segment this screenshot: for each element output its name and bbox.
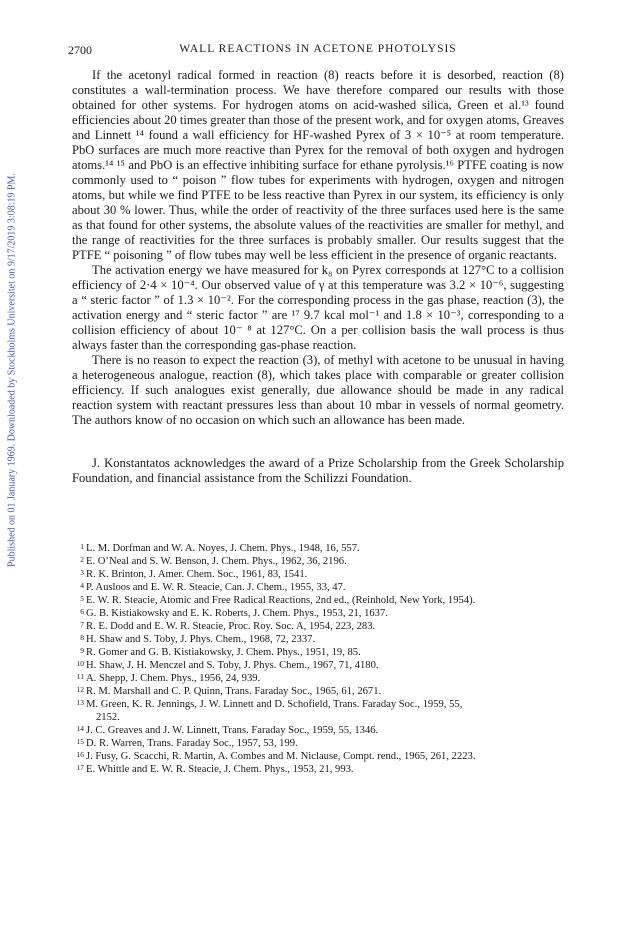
reference-item xyxy=(72,763,564,776)
reference-number: 12 xyxy=(76,685,84,694)
reference-text: H. Shaw and S. Toby, J. Phys. Chem., 1968, 72, 2337. xyxy=(86,634,316,645)
page-header xyxy=(68,43,568,59)
reference-number: 13 xyxy=(76,698,84,707)
reference-number: 2 xyxy=(80,555,84,564)
reference-number: 9 xyxy=(80,646,84,655)
reference-item xyxy=(72,620,564,633)
download-watermark xyxy=(2,110,22,630)
reference-text: R. E. Dodd and E. W. R. Steacie, Proc. Roy. Soc. A, 1954, 223, 283. xyxy=(86,621,376,632)
page-number: 2700 xyxy=(68,43,92,57)
running-title: WALL REACTIONS IN ACETONE PHOTOLYSIS xyxy=(179,43,457,55)
reference-text: R. K. Brinton, J. Amer. Chem. Soc., 1961, 83, 1541. xyxy=(86,569,308,580)
reference-item xyxy=(72,724,564,737)
reference-number: 10 xyxy=(76,659,84,668)
reference-item xyxy=(72,568,564,581)
reference-number: 3 xyxy=(80,568,84,577)
reference-item xyxy=(72,646,564,659)
article-body xyxy=(72,68,564,486)
reference-text: G. B. Kistiakowsky and E. K. Roberts, J. Chem. Phys., 1953, 21, 1637. xyxy=(86,608,388,619)
download-watermark-text: Published on 01 January 1969. Downloaded by Stockholms Universitet on 9/17/2019 3:08:19 PM. xyxy=(6,173,18,567)
reference-text: L. M. Dorfman and W. A. Noyes, J. Chem. Phys., 1948, 16, 557. xyxy=(86,543,360,554)
reference-number: 4 xyxy=(80,581,84,590)
reference-number: 8 xyxy=(80,633,84,642)
reference-continuation: 2152. xyxy=(96,712,120,723)
reference-item xyxy=(72,594,564,607)
reference-item xyxy=(72,581,564,594)
reference-text: M. Green, K. R. Jennings, J. W. Linnett and D. Schofield, Trans. Faraday Soc., 1959, 55, xyxy=(86,699,463,710)
reference-item xyxy=(72,542,564,555)
paragraph-1: If the acetonyl radical formed in reaction (8) reacts before it is desorbed, reaction (8) constitutes a wall-termination process. We have therefore compared our results with those obtained for other systems. For hydrogen atoms on acid-washed silica, Green et al.¹³ found efficiencies about 20 times greater than those of the present work, and for oxygen atoms, Greaves and Linnett ¹⁴ found a wall efficiency for HF-washed Pyrex of 3 × 10⁻⁵ at room temperature. PbO surfaces are much more reactive than Pyrex for the removal of both oxygen and hydrogen atoms.¹⁴ ¹⁵ and PbO is an effective inhibiting surface for ethane pyrolysis.¹⁶ PTFE coating is now commonly used to “ poison ” flow tubes for experiments with hydrogen, oxygen and nitrogen atoms, but while we find PTFE to be less reactive than Pyrex in our system, its efficiency is only about 30 % lower. Thus, while the order of reactivity of the three surfaces used here is the same as that found for other systems, the absolute values of the reactivities are smaller for methyl, and the range of reactivities for the three surfaces is probably smaller. Our results suggest that the PTFE “ poisoning ” of flow tubes may well be less efficient in the presence of organic reactants. xyxy=(72,68,564,262)
reference-item xyxy=(72,633,564,646)
reference-item xyxy=(72,750,564,763)
paragraph-2: The activation energy we have measured for k₈ on Pyrex corresponds at 127°C to a collision efficiency of 2·4 × 10⁻⁴. Our observed value of γ at this temperature was 3.2 × 10⁻⁶, suggesting a “ steric factor ” of 1.3 × 10⁻². For the corresponding process in the gas phase, reaction (3), the activation energy and “ steric factor ” are ¹⁷ 9.7 kcal mol⁻¹ and 1.8 × 10⁻³, corresponding to a collision efficiency of about 10⁻ ⁸ at 127°C. On a per collision basis the wall process is thus always faster than the corresponding gas-phase reaction. xyxy=(72,263,564,352)
reference-list xyxy=(72,542,564,776)
acknowledgement: J. Konstantatos acknowledges the award of a Prize Scholarship from the Greek Scholarship Foundation, and financial assistance from the Schilizzi Foundation. xyxy=(72,456,564,485)
reference-text: E. O’Neal and S. W. Benson, J. Chem. Phys., 1962, 36, 2196. xyxy=(86,556,347,567)
reference-text: A. Shepp, J. Chem. Phys., 1956, 24, 939. xyxy=(86,673,261,684)
reference-text: H. Shaw, J. H. Menczel and S. Toby, J. Phys. Chem., 1967, 71, 4180. xyxy=(86,660,379,671)
reference-text: E. Whittle and E. W. R. Steacie, J. Chem. Phys., 1953, 21, 993. xyxy=(86,764,354,775)
reference-text: J. Fusy, G. Scacchi, R. Martin, A. Combes and M. Niclause, Compt. rend., 1965, 261, 2223. xyxy=(86,751,476,762)
reference-number: 14 xyxy=(76,724,84,733)
reference-item xyxy=(72,555,564,568)
reference-item xyxy=(72,698,564,724)
reference-number: 5 xyxy=(80,594,84,603)
reference-item xyxy=(72,737,564,750)
reference-item xyxy=(72,607,564,620)
reference-text: R. Gomer and G. B. Kistiakowsky, J. Chem. Phys., 1951, 19, 85. xyxy=(86,647,361,658)
reference-text: P. Ausloos and E. W. R. Steacie, Can. J. Chem., 1955, 33, 47. xyxy=(86,582,346,593)
reference-text: J. C. Greaves and J. W. Linnett, Trans. Faraday Soc., 1959, 55, 1346. xyxy=(86,725,379,736)
reference-number: 17 xyxy=(76,763,84,772)
reference-text: E. W. R. Steacie, Atomic and Free Radical Reactions, 2nd ed., (Reinhold, New York, 1954). xyxy=(86,595,476,606)
reference-item xyxy=(72,685,564,698)
reference-text: D. R. Warren, Trans. Faraday Soc., 1957, 53, 199. xyxy=(86,738,298,749)
reference-number: 6 xyxy=(80,607,84,616)
reference-number: 16 xyxy=(76,750,84,759)
reference-number: 15 xyxy=(76,737,84,746)
reference-item xyxy=(72,659,564,672)
reference-text: R. M. Marshall and C. P. Quinn, Trans. Faraday Soc., 1965, 61, 2671. xyxy=(86,686,382,697)
reference-item xyxy=(72,672,564,685)
reference-number: 11 xyxy=(76,672,84,681)
paragraph-3: There is no reason to expect the reaction (3), of methyl with acetone to be unusual in having a heterogeneous analogue, reaction (8), which takes place with comparable or greater collision efficiency. If such analogues exist generally, due allowance should be made in any radical reaction system with reactant pressures less than about 10 mbar in vessels of normal geometry. The authors know of no occasion on which such an allowance has been made. xyxy=(72,353,564,427)
reference-number: 7 xyxy=(80,620,84,629)
reference-number: 1 xyxy=(80,542,84,551)
